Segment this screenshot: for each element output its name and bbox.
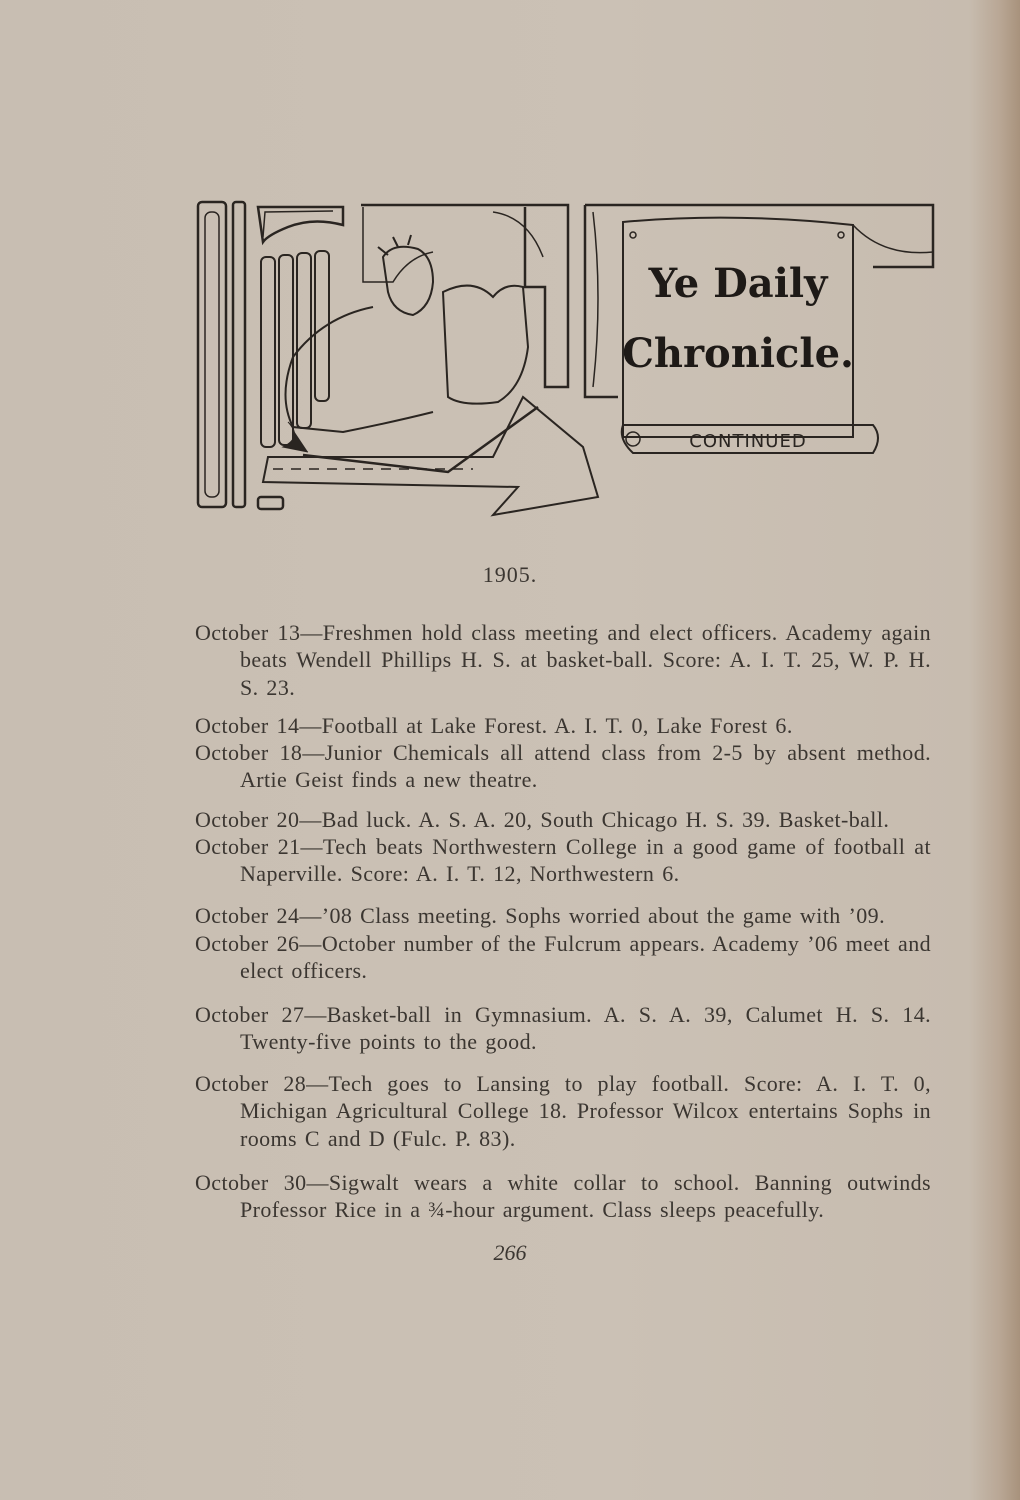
diary-entry: October 14—Football at Lake Forest. A. I. T. 0, Lake Forest 6.: [195, 713, 793, 738]
diary-entry: October 18—Junior Chemicals all attend class from 2-5 by absent method. Artie Geist finds a new theatre.: [195, 740, 931, 793]
continued-banner: CONTINUED: [689, 431, 807, 452]
diary-entry: October 27—Basket-ball in Gymnasium. A. S. A. 39, Calumet H. S. 14. Twenty-five points to the good.: [195, 1002, 931, 1055]
diary-entry: October 24—’08 Class meeting. Sophs worried about the game with ’09.: [195, 903, 885, 928]
diary-entry: October 26—October number of the Fulcrum appears. Academy ’06 meet and elect officers.: [195, 931, 931, 984]
title-line-1: Ye Daily: [648, 260, 828, 307]
title-line-2: Chronicle.: [622, 330, 854, 377]
diary-entry: October 20—Bad luck. A. S. A. 20, South Chicago H. S. 39. Basket-ball.: [195, 807, 890, 832]
diary-entry: October 28—Tech goes to Lansing to play football. Score: A. I. T. 0, Michigan Agricultural College 18. Professor Wilcox entertains Sophs in rooms C and D (Fulc. P. 83).: [195, 1071, 931, 1151]
chronicle-header-illustration: [193, 197, 938, 517]
diary-entry: October 30—Sigwalt wears a white collar to school. Banning outwinds Professor Rice in a ¾-hour argument. Class sleeps peacefully.: [195, 1170, 931, 1223]
page-number: 266: [493, 1240, 527, 1265]
diary-entry: October 13—Freshmen hold class meeting and elect officers. Academy again beats Wendell Phillips H. S. at basket-ball. Score: A. I. T. 25, W. P. H. S. 23.: [195, 620, 931, 700]
diary-entry: October 21—Tech beats Northwestern College in a good game of football at Naperville. Score: A. I. T. 12, Northwestern 6.: [195, 834, 931, 887]
year-heading: 1905.: [482, 562, 538, 587]
